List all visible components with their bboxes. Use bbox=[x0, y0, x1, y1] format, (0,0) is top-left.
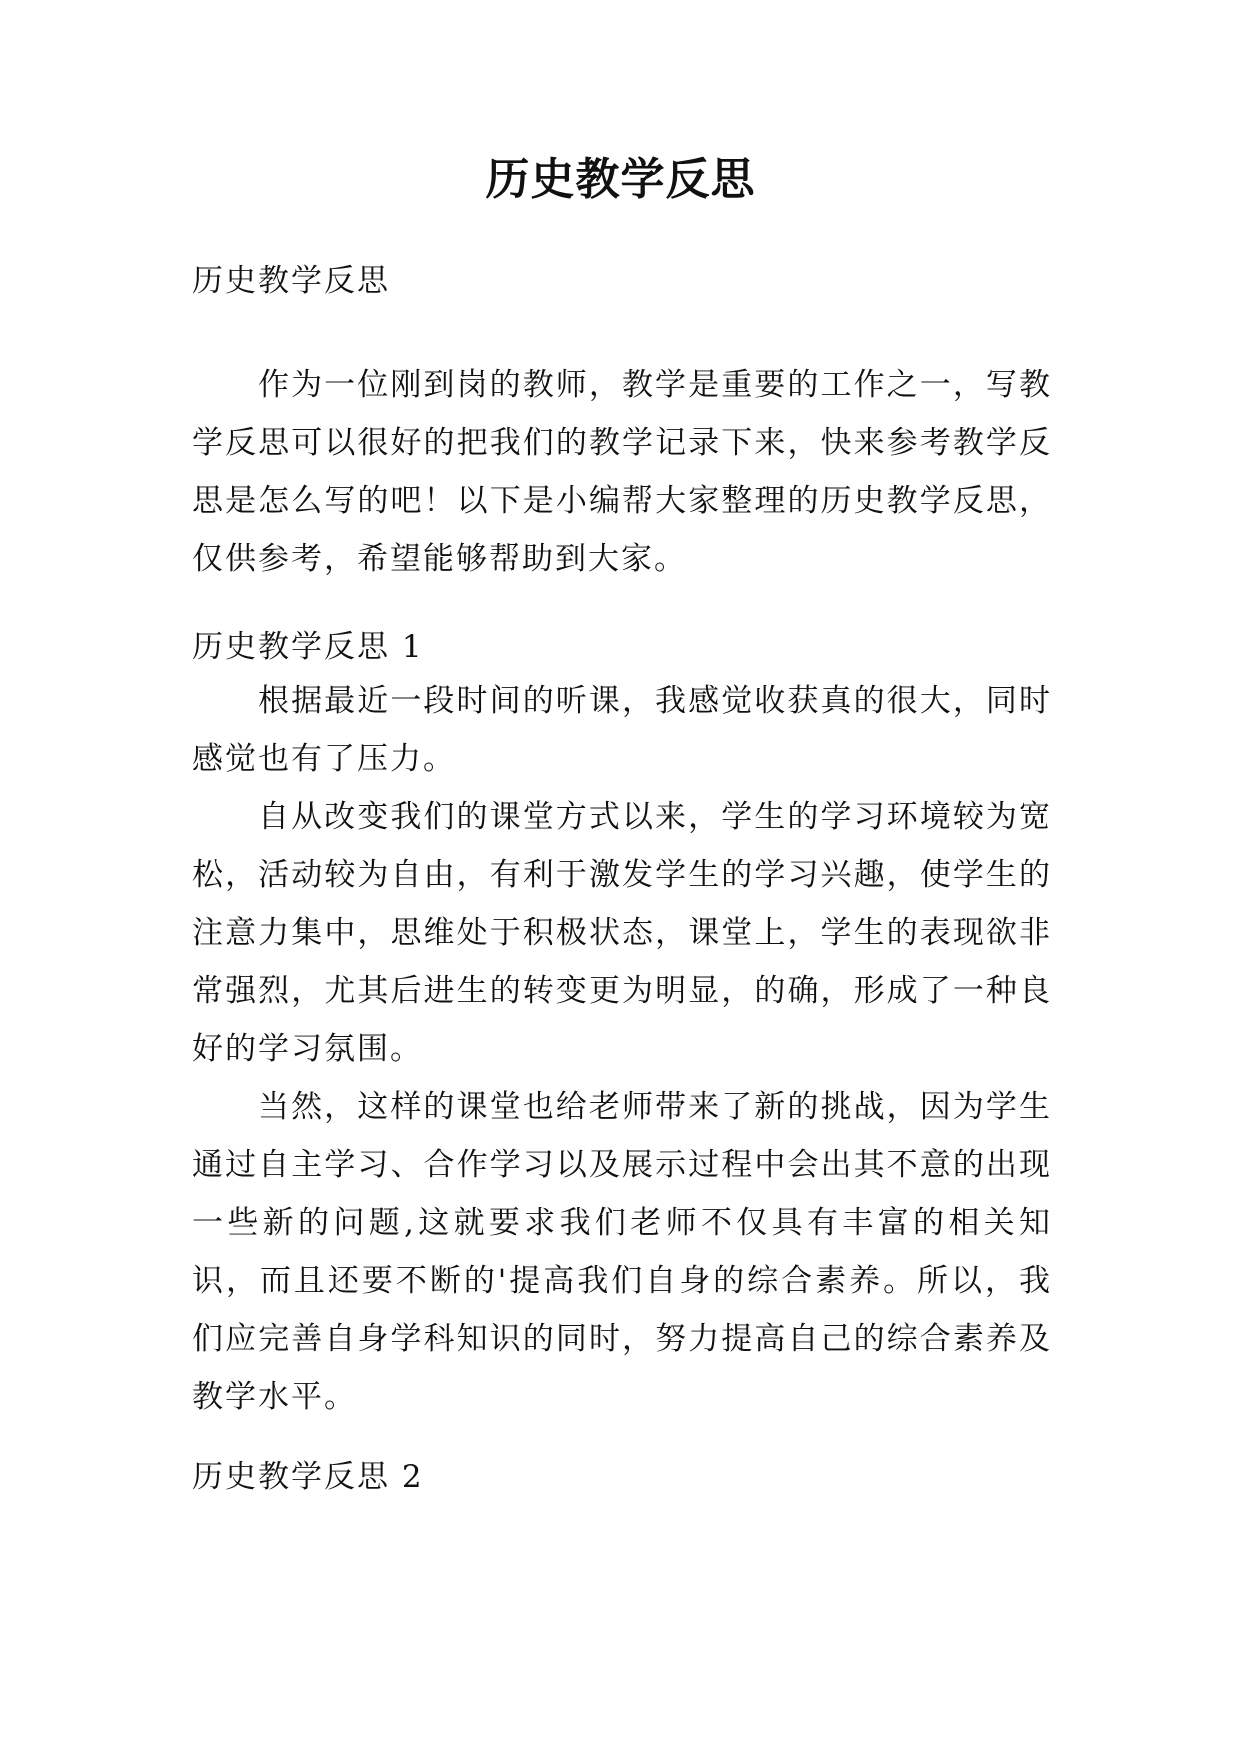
section-1-heading: 历史教学反思 1 bbox=[192, 629, 424, 665]
section-2-heading: 历史教学反思 2 bbox=[192, 1459, 424, 1495]
section-1-paragraph: 根据最近一段时间的听课，我感觉收获真的很大，同时感觉也有了压力。 bbox=[192, 683, 1052, 777]
section-1-paragraph: 当然，这样的课堂也给老师带来了新的挑战，因为学生通过自主学习、合作学习以及展示过程中会出其不意的出现一些新的问题,这就要求我们老师不仅具有丰富的相关知识，而且还要不断的'提高我们自身的综合素养。所以，我们应完善自身学科知识的同时，努力提高自己的综合素养及教学水平。 bbox=[192, 1089, 1052, 1415]
intro-paragraph: 作为一位刚到岗的教师，教学是重要的工作之一，写教学反思可以很好的把我们的教学记录下来，快来参考教学反思是怎么写的吧！以下是小编帮大家整理的历史教学反思，仅供参考，希望能够帮助到大家。 bbox=[192, 367, 1052, 577]
document-subtitle: 历史教学反思 bbox=[192, 263, 390, 299]
section-1-paragraph: 自从改变我们的课堂方式以来，学生的学习环境较为宽松，活动较为自由，有利于激发学生的学习兴趣，使学生的注意力集中，思维处于积极状态，课堂上，学生的表现欲非常强烈，尤其后进生的转变更为明显，的确，形成了一种良好的学习氛围。 bbox=[192, 799, 1052, 1067]
document-title: 历史教学反思 bbox=[485, 154, 756, 205]
section-1-body bbox=[192, 672, 1052, 1426]
